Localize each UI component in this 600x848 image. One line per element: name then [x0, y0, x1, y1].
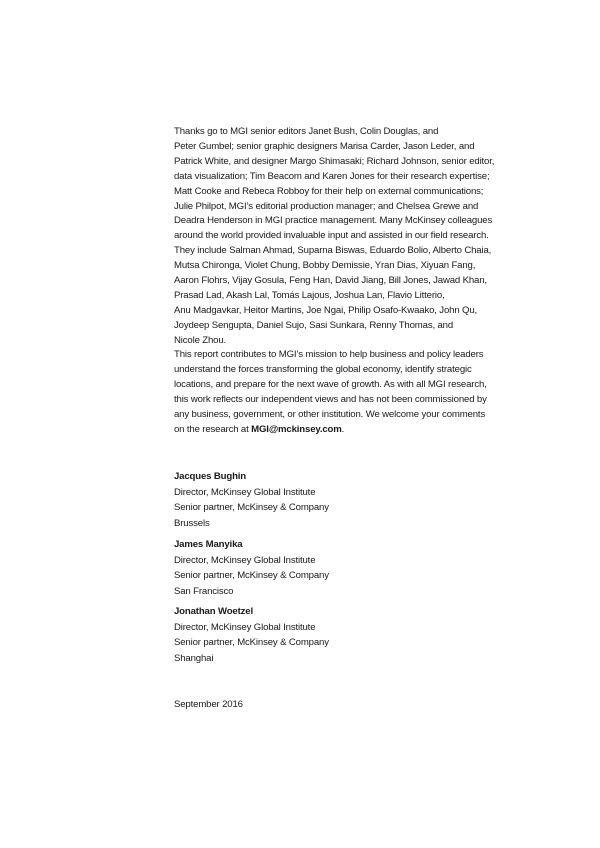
email-link[interactable]: MGI@mckinsey.com [251, 423, 342, 435]
paragraph-line: They include Salman Ahmad, Suparna Biswas, Eduardo Bolio, Alberto Chaia, [174, 245, 492, 257]
paragraph-line: any business, government, or other institution. We welcome your comments [174, 408, 486, 420]
paragraph-line: Mutsa Chironga, Violet Chung, Bobby Demissie, Yran Dias, Xiyuan Fang, [174, 260, 476, 272]
signatory-role: Senior partner, McKinsey & Company [174, 637, 329, 649]
signatory-location: Shanghai [174, 652, 214, 664]
paragraph-line: understand the forces transforming the global economy, identify strategic [174, 363, 472, 375]
signatory-title: Director, McKinsey Global Institute [174, 621, 316, 633]
signatory-name: Jacques Bughin [174, 471, 246, 482]
signatory-location: San Francisco [174, 585, 234, 597]
paragraph-line: Julie Philpot, MGI’s editorial production manager; and Chelsea Grewe and [174, 200, 479, 212]
paragraph-line: data visualization; Tim Beacom and Karen Jones for their research expertise; [174, 170, 490, 182]
email-suffix-text: . [341, 423, 345, 435]
paragraph-line: Aaron Flohrs, Vijay Gosula, Feng Han, David Jiang, Bill Jones, Jawad Khan, [174, 275, 487, 287]
publication-date: September 2016 [174, 699, 243, 710]
signatory-title: Director, McKinsey Global Institute [174, 554, 316, 566]
paragraph-line: Prasad Lad, Akash Lal, Tomás Lajous, Joshua Lan, Flavio Litterio, [174, 289, 445, 301]
paragraph-line-with-email [174, 423, 514, 438]
signatory-title: Director, McKinsey Global Institute [174, 486, 316, 498]
signatory-name: Jonathan Woetzel [174, 606, 253, 617]
paragraph-line: Anu Madgavkar, Heitor Martins, Joe Ngai, Philip Osafo-Kwaako, John Qu, [174, 304, 478, 316]
signatory-name: James Manyika [174, 539, 243, 550]
acknowledgements-paragraph [174, 125, 514, 349]
mission-paragraph [174, 348, 514, 437]
paragraph-line: locations, and prepare for the next wave of growth. As with all MGI research, [174, 378, 487, 390]
paragraph-line: Nicole Zhou. [174, 334, 227, 346]
signatory-block [174, 469, 474, 531]
paragraph-line: Deadra Henderson in MGI practice management. Many McKinsey colleagues [174, 215, 493, 227]
paragraph-line: around the world provided invaluable input and assisted in our field research. [174, 230, 489, 242]
paragraph-line: This report contributes to MGI’s mission to help business and policy leaders [174, 349, 484, 360]
email-prefix-text: on the research at [174, 423, 252, 435]
paragraph-line: Peter Gumbel; senior graphic designers Marisa Carder, Jason Leder, and [174, 140, 475, 152]
paragraph-line: Thanks go to MGI senior editors Janet Bush, Colin Douglas, and [174, 126, 439, 137]
signatory-role: Senior partner, McKinsey & Company [174, 570, 329, 582]
paragraph-line: Matt Cooke and Rebeca Robboy for their help on external communications; [174, 185, 484, 197]
paragraph-line: this work reflects our independent views and has not been commissioned by [174, 393, 487, 405]
paragraph-line: Joydeep Sengupta, Daniel Sujo, Sasi Sunkara, Renny Thomas, and [174, 319, 454, 331]
paragraph-line: Patrick White, and designer Margo Shimasaki; Richard Johnson, senior editor, [174, 155, 495, 167]
signatory-role: Senior partner, McKinsey & Company [174, 502, 329, 514]
signatory-location: Brussels [174, 517, 210, 529]
signatory-block [174, 537, 474, 599]
signatory-block [174, 604, 474, 666]
